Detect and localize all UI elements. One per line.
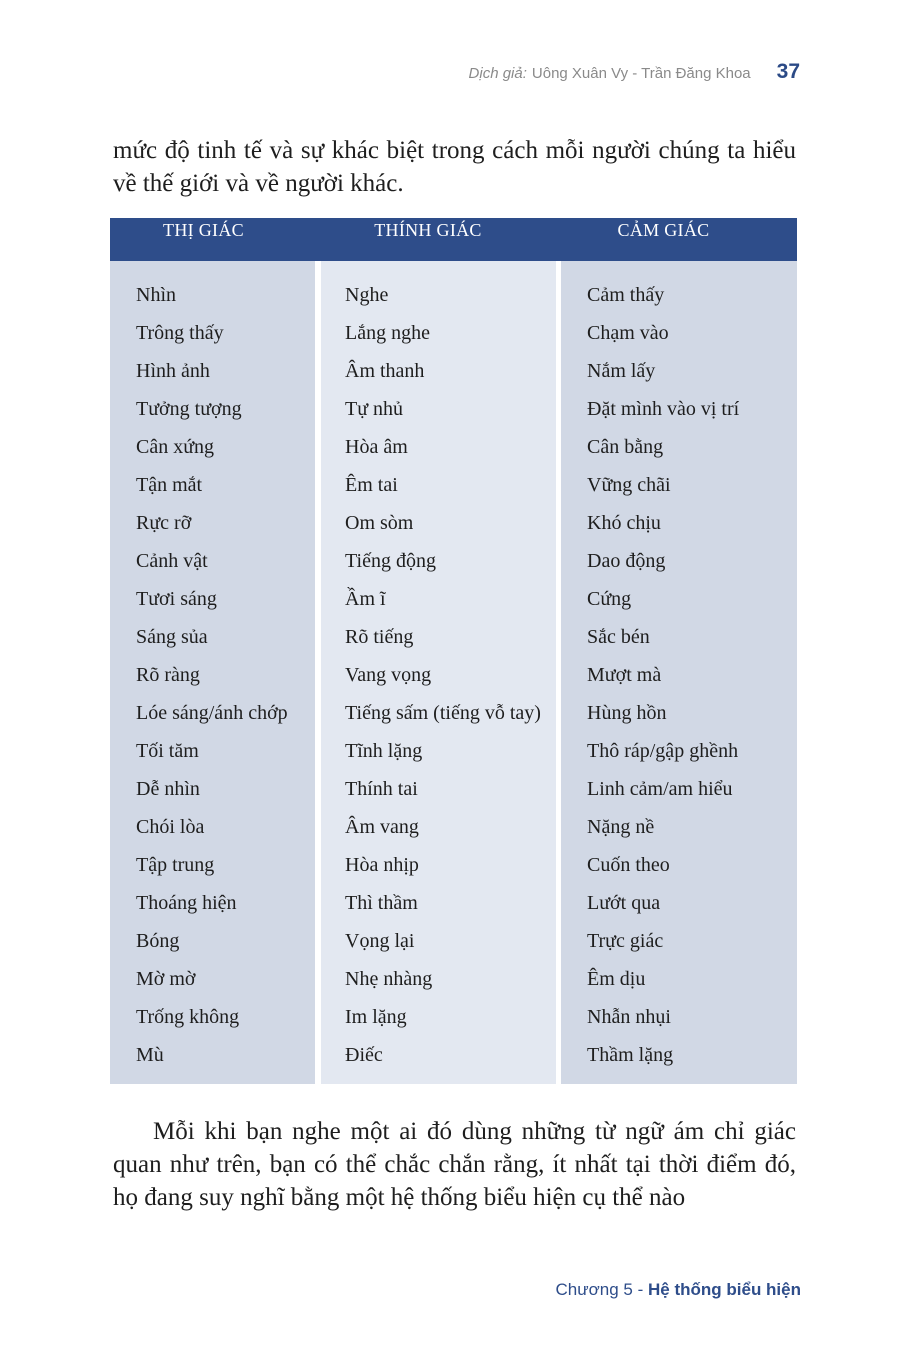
table-cell: Cảm thấy <box>587 284 665 306</box>
table-cell: Rõ ràng <box>136 664 200 686</box>
table-cell: Trông thấy <box>136 322 224 344</box>
table-cell: Hòa nhịp <box>345 854 419 876</box>
table-cell: Vang vọng <box>345 664 432 686</box>
table-cell: Hình ảnh <box>136 360 210 382</box>
table-cell: Linh cảm/am hiểu <box>587 778 733 800</box>
table-cell: Nhìn <box>136 284 176 306</box>
header-auditory: THÍNH GIÁC <box>374 220 482 240</box>
closing-paragraph: Mỗi khi bạn nghe một ai đó dùng những từ ngữ ám chỉ giác quan như trên, bạn có thể chắc chắn rằng, ít nhất tại thời điểm đó, họ đang suy nghĩ bằng một hệ thống biểu hiện cụ thể nào <box>113 1118 796 1211</box>
table-cell: Chạm vào <box>587 322 669 344</box>
table-cell: Nhẹ nhàng <box>345 968 433 990</box>
header-visual: THỊ GIÁC <box>163 220 244 240</box>
header-kinesthetic: CẢM GIÁC <box>617 220 710 240</box>
table-cell: Hùng hồn <box>587 702 667 724</box>
table-cell: Bóng <box>136 930 180 952</box>
table-cell: Khó chịu <box>587 512 661 534</box>
table-cell: Lóe sáng/ánh chớp <box>136 702 288 724</box>
table-cell: Lắng nghe <box>345 322 430 344</box>
table-cell: Mù <box>136 1044 164 1066</box>
table-cell: Lướt qua <box>587 892 661 914</box>
column-visual <box>110 261 315 1084</box>
table-cell: Nắm lấy <box>587 360 656 382</box>
column-auditory <box>321 261 556 1084</box>
table-cell: Thoáng hiện <box>136 892 237 914</box>
running-footer <box>556 1280 801 1300</box>
table-cell: Nghe <box>345 284 389 306</box>
table-cell: Nặng nề <box>587 816 655 838</box>
table-cell: Rõ tiếng <box>345 626 414 648</box>
table-cell: Sắc bén <box>587 626 650 648</box>
table-cell: Im lặng <box>345 1006 407 1028</box>
table-cell: Thì thầm <box>345 892 418 914</box>
table-cell: Tiếng sấm (tiếng vỗ tay) <box>345 702 541 724</box>
table-cell: Êm tai <box>345 474 398 496</box>
table-cell: Tận mắt <box>136 474 203 496</box>
table-cell: Êm dịu <box>587 968 646 990</box>
table-cell: Cứng <box>587 588 632 610</box>
chapter-label: Chương 5 - <box>555 1280 644 1299</box>
table-cell: Dễ nhìn <box>136 778 200 800</box>
table-cell: Tối tăm <box>136 740 199 762</box>
running-header <box>469 60 800 88</box>
table-cell: Âm vang <box>345 816 419 838</box>
table-cell: Trực giác <box>587 930 664 952</box>
table-cell: Om sòm <box>345 512 414 534</box>
table-cell: Thô ráp/gập ghềnh <box>587 740 739 762</box>
table-cell: Đặt mình vào vị trí <box>587 398 740 420</box>
table-cell: Mờ mờ <box>136 968 196 990</box>
table-cell: Cân bằng <box>587 436 664 458</box>
table-header-row <box>110 218 797 261</box>
page-number: 37 <box>776 60 800 83</box>
table-cell: Nhẫn nhụi <box>587 1006 671 1028</box>
intro-paragraph: mức độ tinh tế và sự khác biệt trong cách mỗi người chúng ta hiểu về thế giới và về người khác. <box>113 137 796 197</box>
table-cell: Thầm lặng <box>587 1044 674 1066</box>
table-cell: Cuốn theo <box>587 854 670 876</box>
table-cell: Điếc <box>345 1044 383 1066</box>
table-cell: Âm thanh <box>345 360 425 382</box>
table-cell: Hòa âm <box>345 436 408 458</box>
table-cell: Trống không <box>136 1006 240 1028</box>
table-cell: Cảnh vật <box>136 550 208 572</box>
translator-names: Uông Xuân Vy - Trần Đăng Khoa <box>531 65 751 82</box>
table-cell: Mượt mà <box>587 664 662 686</box>
table-cell: Sáng sủa <box>136 626 208 648</box>
table-cell: Ầm ĩ <box>345 588 386 610</box>
table-cell: Tập trung <box>136 854 215 876</box>
column-kinesthetic <box>561 261 797 1084</box>
table-cell: Thính tai <box>345 778 418 800</box>
table-cell: Tự nhủ <box>345 398 404 420</box>
table-cell: Cân xứng <box>136 436 215 458</box>
chapter-title: Hệ thống biểu hiện <box>648 1280 801 1299</box>
table-cell: Vững chãi <box>587 474 671 496</box>
sense-words-table <box>110 218 797 1084</box>
table-cell: Tưởng tượng <box>136 398 242 420</box>
table-cell: Rực rỡ <box>136 512 192 534</box>
table-cell: Tiếng động <box>345 550 436 572</box>
table-cell: Dao động <box>587 550 666 572</box>
table-cell: Chói lòa <box>136 816 205 838</box>
translator-label: Dịch giả: <box>468 65 527 82</box>
table-cell: Vọng lại <box>345 930 415 952</box>
table-cell: Tĩnh lặng <box>345 740 423 762</box>
table-cell: Tươi sáng <box>136 588 217 610</box>
